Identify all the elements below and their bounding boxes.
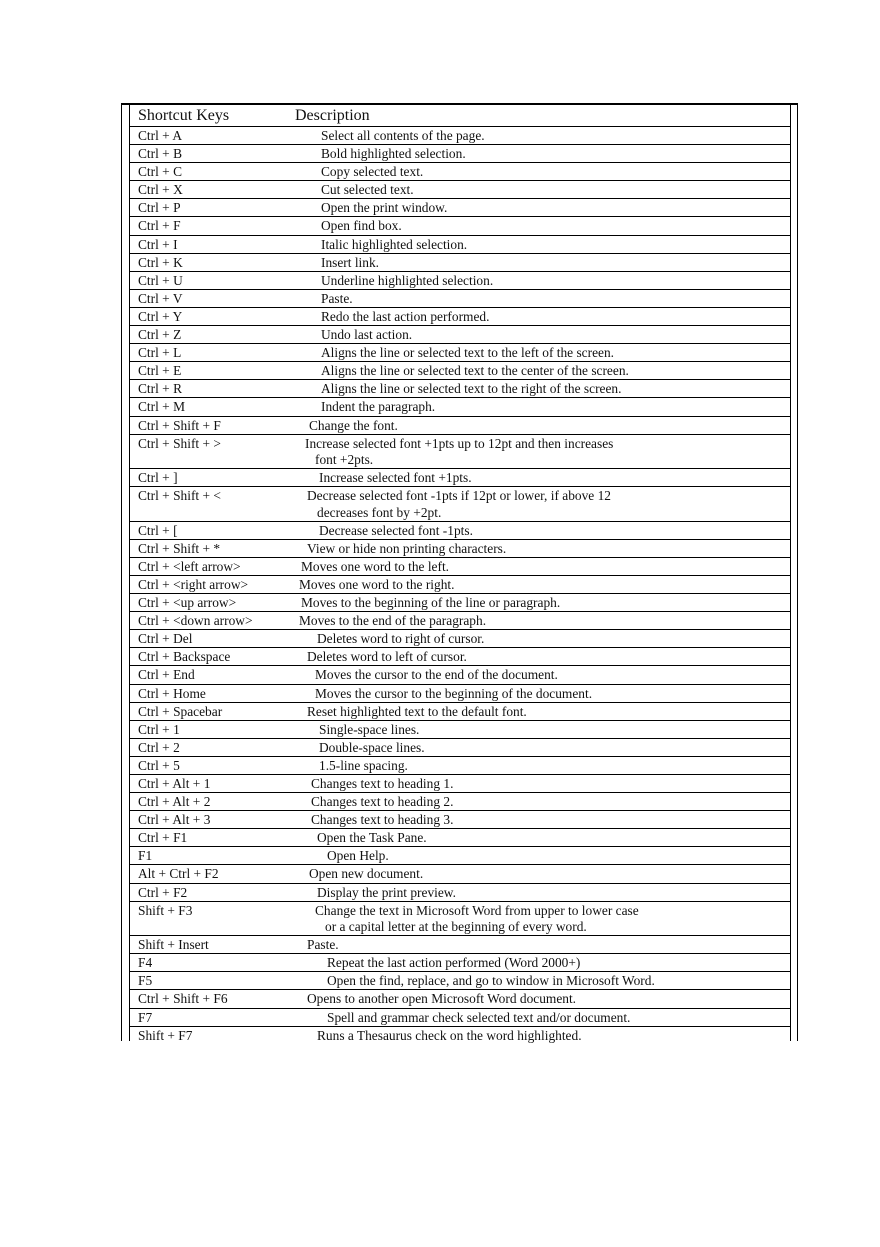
description-cell xyxy=(319,758,408,775)
description-cell xyxy=(309,418,398,435)
table-row xyxy=(129,721,791,739)
table-row xyxy=(129,522,791,540)
table-row xyxy=(129,217,791,235)
description-line: Paste. xyxy=(307,937,339,953)
shortcut-keys-cell: Ctrl + <left arrow> xyxy=(138,558,241,574)
table-row xyxy=(129,272,791,290)
description-cell xyxy=(317,885,456,902)
shortcut-keys-cell: Ctrl + Home xyxy=(138,685,206,701)
description-cell xyxy=(307,488,611,521)
description-cell xyxy=(321,327,412,344)
description-cell xyxy=(321,218,402,235)
description-continuation-line: decreases font by +2pt. xyxy=(317,504,442,520)
description-line: Undo last action. xyxy=(321,327,413,343)
description-cell xyxy=(321,345,614,362)
shortcut-keys-cell: Ctrl + 1 xyxy=(138,721,180,737)
description-cell xyxy=(309,866,423,883)
shortcut-keys-cell: Alt + Ctrl + F2 xyxy=(138,866,219,882)
shortcut-keys-cell: Ctrl + F2 xyxy=(138,884,188,900)
table-row xyxy=(129,1027,791,1044)
description-cell xyxy=(307,991,576,1008)
shortcut-keys-cell: F7 xyxy=(138,1009,153,1025)
description-cell xyxy=(319,523,473,540)
table-row xyxy=(129,435,791,470)
shortcut-keys-cell: Ctrl + Z xyxy=(138,327,182,343)
shortcut-keys-cell: Ctrl + C xyxy=(138,164,183,180)
shortcut-keys-cell: Ctrl + Spacebar xyxy=(138,703,223,719)
table-row xyxy=(129,469,791,487)
description-cell xyxy=(327,1010,630,1027)
table-row xyxy=(129,236,791,254)
shortcut-keys-cell: Ctrl + Shift + > xyxy=(138,435,221,451)
shortcut-keys-cell: Ctrl + Del xyxy=(138,631,193,647)
table-row xyxy=(129,199,791,217)
table-row xyxy=(129,884,791,902)
description-line: Open the find, replace, and go to window in Microsoft Word. xyxy=(327,973,655,989)
shortcut-keys-cell: Ctrl + B xyxy=(138,146,183,162)
description-line: Select all contents of the page. xyxy=(321,128,485,143)
table-row xyxy=(129,775,791,793)
description-line: Decrease selected font -1pts if 12pt or lower, if above 12 xyxy=(307,488,611,504)
shortcut-keys-cell: Shift + Insert xyxy=(138,937,209,953)
description-cell xyxy=(319,722,419,739)
description-line: Decrease selected font -1pts. xyxy=(319,522,473,538)
shortcut-keys-cell: F5 xyxy=(138,973,153,989)
shortcut-keys-cell: Ctrl + 5 xyxy=(138,757,180,773)
column-header-shortcut-keys: Shortcut Keys xyxy=(138,107,230,124)
shortcut-keys-cell: Ctrl + Y xyxy=(138,308,183,324)
shortcut-keys-cell: Ctrl + End xyxy=(138,667,195,683)
description-cell xyxy=(327,848,389,865)
description-line: Moves one word to the left. xyxy=(301,558,450,574)
shortcut-keys-cell: Shift + F3 xyxy=(138,902,193,918)
shortcut-keys-cell: Ctrl + U xyxy=(138,272,183,288)
table-row xyxy=(129,630,791,648)
shortcut-keys-cell: Ctrl + Shift + * xyxy=(138,540,221,556)
description-line: Indent the paragraph. xyxy=(321,399,436,415)
table-row xyxy=(129,145,791,163)
shortcut-keys-cell: Ctrl + V xyxy=(138,290,183,306)
table-row xyxy=(129,757,791,775)
table-row xyxy=(129,326,791,344)
description-cell xyxy=(301,559,449,576)
description-line: Open find box. xyxy=(321,218,402,234)
table-row xyxy=(129,362,791,380)
description-line: Aligns the line or selected text to the left of the screen. xyxy=(321,345,615,361)
shortcut-keys-cell: Ctrl + P xyxy=(138,200,181,216)
table-row xyxy=(129,380,791,398)
description-line: Cut selected text. xyxy=(321,182,414,198)
description-cell xyxy=(321,237,467,254)
description-continuation-line: font +2pts. xyxy=(315,452,374,468)
shortcut-table xyxy=(129,106,791,1044)
description-cell xyxy=(305,436,613,469)
shortcut-keys-cell: Ctrl + [ xyxy=(138,522,178,538)
description-line: Runs a Thesaurus check on the word highlighted. xyxy=(317,1027,582,1043)
table-row xyxy=(129,308,791,326)
table-row xyxy=(129,847,791,865)
description-line: Moves the cursor to the end of the document. xyxy=(315,667,558,683)
description-line: Display the print preview. xyxy=(317,884,456,900)
table-row xyxy=(129,594,791,612)
description-line: Moves to the beginning of the line or paragraph. xyxy=(301,595,561,611)
description-line: Insert link. xyxy=(321,254,380,270)
shortcut-keys-cell: Ctrl + X xyxy=(138,182,183,198)
description-line: Deletes word to right of cursor. xyxy=(317,631,485,647)
description-cell xyxy=(317,631,484,648)
description-cell xyxy=(321,273,493,290)
description-line: Copy selected text. xyxy=(321,164,424,180)
description-cell xyxy=(311,776,453,793)
description-line: Reset highlighted text to the default font. xyxy=(307,703,527,719)
description-cell xyxy=(327,955,580,972)
description-line: Open new document. xyxy=(309,866,424,882)
description-line: Spell and grammar check selected text and/or document. xyxy=(327,1009,631,1025)
description-line: Open Help. xyxy=(327,848,389,864)
description-cell xyxy=(315,667,558,684)
description-line: Italic highlighted selection. xyxy=(321,236,468,252)
frame-left-outer-line xyxy=(121,103,122,1041)
description-line: Repeat the last action performed (Word 2000+) xyxy=(327,955,581,971)
shortcut-keys-cell: Shift + F7 xyxy=(138,1027,193,1043)
shortcut-keys-cell: Ctrl + Alt + 2 xyxy=(138,794,211,810)
shortcut-keys-cell: F4 xyxy=(138,955,153,971)
table-row xyxy=(129,417,791,435)
table-row xyxy=(129,612,791,630)
shortcut-keys-cell: Ctrl + <down arrow> xyxy=(138,613,253,629)
table-row xyxy=(129,739,791,757)
table-row xyxy=(129,398,791,416)
description-line: Aligns the line or selected text to the center of the screen. xyxy=(321,363,629,379)
table-row xyxy=(129,666,791,684)
description-line: 1.5-line spacing. xyxy=(319,757,408,773)
table-row xyxy=(129,648,791,666)
shortcut-keys-cell: Ctrl + Shift + < xyxy=(138,488,221,504)
frame-right-outer-line xyxy=(797,103,798,1041)
column-header-description: Description xyxy=(295,107,370,124)
description-cell xyxy=(321,128,485,145)
description-line: View or hide non printing characters. xyxy=(307,540,507,556)
table-row xyxy=(129,127,791,145)
shortcut-keys-cell: Ctrl + <right arrow> xyxy=(138,576,249,592)
description-cell xyxy=(327,973,655,990)
description-line: Increase selected font +1pts. xyxy=(319,470,472,486)
description-cell xyxy=(321,381,621,398)
table-row xyxy=(129,793,791,811)
shortcut-keys-cell: Ctrl + E xyxy=(138,363,182,379)
table-row xyxy=(129,558,791,576)
table-row xyxy=(129,902,791,937)
description-cell xyxy=(321,291,353,308)
shortcut-keys-cell: Ctrl + Alt + 3 xyxy=(138,812,211,828)
description-cell xyxy=(321,309,489,326)
description-continuation-line: or a capital letter at the beginning of every word. xyxy=(325,919,587,935)
description-cell xyxy=(321,255,379,272)
description-cell xyxy=(317,830,427,847)
table-row xyxy=(129,811,791,829)
description-cell xyxy=(321,164,423,181)
description-line: Open the Task Pane. xyxy=(317,830,427,846)
description-cell xyxy=(311,794,453,811)
description-cell xyxy=(315,686,592,703)
description-cell xyxy=(307,649,467,666)
description-line: Deletes word to left of cursor. xyxy=(307,649,467,665)
description-cell xyxy=(299,613,486,630)
table-row xyxy=(129,703,791,721)
description-line: Changes text to heading 2. xyxy=(311,794,454,810)
shortcut-keys-cell: Ctrl + ] xyxy=(138,470,178,486)
description-line: Changes text to heading 1. xyxy=(311,776,454,791)
shortcut-keys-cell: Ctrl + M xyxy=(138,399,185,415)
description-line: Double-space lines. xyxy=(319,739,425,755)
description-cell xyxy=(311,812,453,829)
description-cell xyxy=(321,200,447,217)
description-line: Open the print window. xyxy=(321,200,448,216)
table-row xyxy=(129,936,791,954)
description-line: Change the text in Microsoft Word from upper to lower case xyxy=(315,902,639,918)
table-header-row xyxy=(129,106,791,127)
description-cell xyxy=(321,146,466,163)
description-line: Moves the cursor to the beginning of the document. xyxy=(315,685,593,701)
shortcut-keys-cell: Ctrl + Backspace xyxy=(138,649,231,665)
description-line: Opens to another open Microsoft Word document. xyxy=(307,991,577,1007)
description-line: Underline highlighted selection. xyxy=(321,272,494,288)
description-line: Paste. xyxy=(321,290,353,306)
shortcut-keys-cell: Ctrl + Shift + F xyxy=(138,417,221,433)
shortcut-keys-cell: Ctrl + 2 xyxy=(138,739,180,755)
table-row xyxy=(129,685,791,703)
description-line: Moves to the end of the paragraph. xyxy=(299,613,487,629)
table-row xyxy=(129,487,791,522)
shortcut-keys-cell: Ctrl + Shift + F6 xyxy=(138,991,228,1007)
description-line: Redo the last action performed. xyxy=(321,308,490,324)
table-row xyxy=(129,954,791,972)
description-line: Bold highlighted selection. xyxy=(321,146,466,162)
description-cell xyxy=(307,541,506,558)
table-row xyxy=(129,990,791,1008)
table-row xyxy=(129,163,791,181)
description-cell xyxy=(317,1028,582,1045)
description-cell xyxy=(319,470,472,487)
shortcut-keys-cell: Ctrl + <up arrow> xyxy=(138,595,237,611)
table-row xyxy=(129,972,791,990)
shortcut-keys-cell: F1 xyxy=(138,848,153,864)
table-row xyxy=(129,254,791,272)
table-row xyxy=(129,865,791,883)
description-cell xyxy=(301,595,560,612)
description-line: Aligns the line or selected text to the right of the screen. xyxy=(321,381,622,397)
shortcut-keys-cell: Ctrl + A xyxy=(138,128,183,143)
description-cell xyxy=(307,704,527,721)
description-line: Changes text to heading 3. xyxy=(311,812,454,828)
description-cell xyxy=(321,182,414,199)
description-line: Change the font. xyxy=(309,417,398,433)
description-line: Moves one word to the right. xyxy=(299,576,455,592)
shortcut-keys-cell: Ctrl + F xyxy=(138,218,181,234)
description-line: Increase selected font +1pts up to 12pt and then increases xyxy=(305,435,614,451)
description-cell xyxy=(299,577,454,594)
shortcut-keys-cell: Ctrl + F1 xyxy=(138,830,188,846)
table-row xyxy=(129,576,791,594)
shortcut-keys-cell: Ctrl + R xyxy=(138,381,183,397)
table-row xyxy=(129,344,791,362)
table-row xyxy=(129,540,791,558)
shortcut-keys-cell: Ctrl + K xyxy=(138,254,183,270)
table-row xyxy=(129,829,791,847)
description-cell xyxy=(321,399,435,416)
shortcut-keys-cell: Ctrl + L xyxy=(138,345,182,361)
shortcut-keys-cell: Ctrl + I xyxy=(138,236,178,252)
description-cell xyxy=(321,363,629,380)
shortcut-keys-cell: Ctrl + Alt + 1 xyxy=(138,776,211,791)
description-line: Single-space lines. xyxy=(319,721,420,737)
table-row xyxy=(129,290,791,308)
description-cell xyxy=(315,903,639,936)
description-cell xyxy=(307,937,339,954)
frame-top-line xyxy=(121,103,798,105)
table-row xyxy=(129,181,791,199)
description-cell xyxy=(319,740,425,757)
table-row xyxy=(129,1009,791,1027)
